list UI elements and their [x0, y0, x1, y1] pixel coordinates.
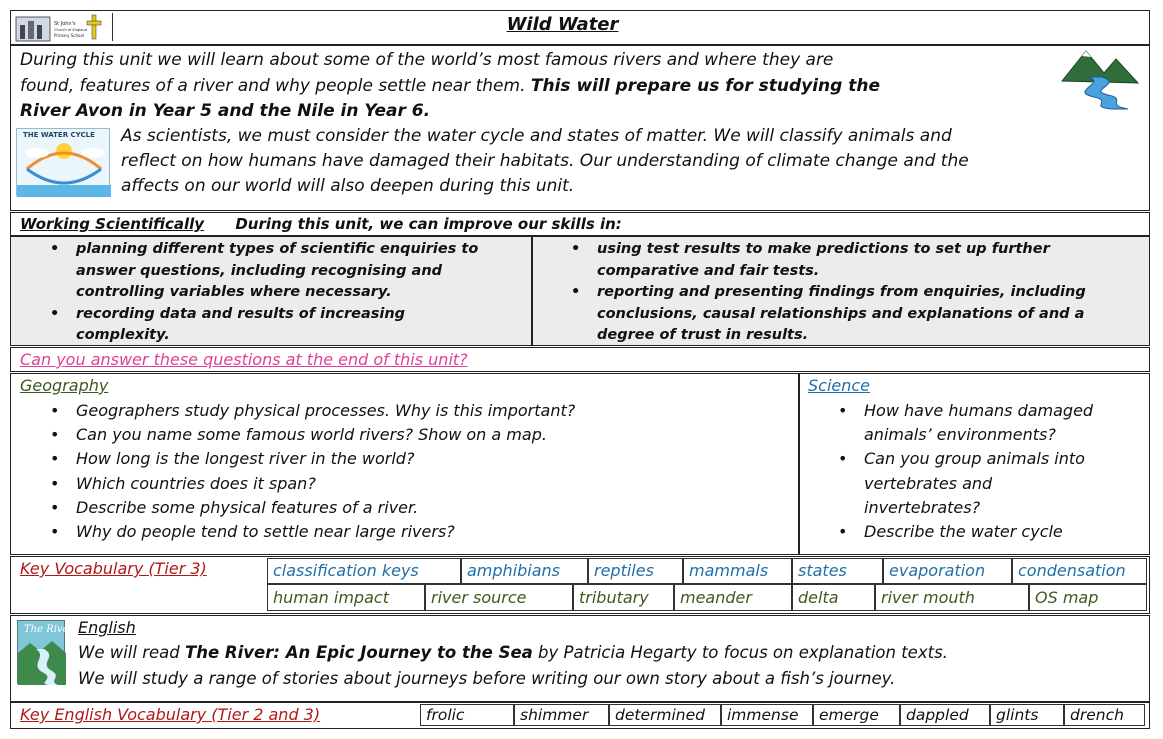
vocab-word: frolic — [420, 704, 514, 726]
science-intro-line-2: reflect on how humans have damaged their habitats. Our understanding of climate change and the — [121, 151, 969, 171]
intro-line-1: During this unit we will learn about some of the world’s most famous rivers and where they are — [20, 50, 834, 70]
svg-text:Primary School: Primary School — [54, 33, 85, 38]
vocab-word: classification keys — [267, 558, 461, 584]
vocab-word: immense — [721, 704, 813, 726]
vocab-word: dappled — [900, 704, 990, 726]
list-item: • reporting and presenting findings from enquiries, including conclusions, causal relationships and explanations of and a degree of trust in results. — [571, 284, 1086, 343]
science-list — [838, 399, 1094, 544]
vocab-word: reptiles — [588, 558, 683, 584]
vocab-word: shimmer — [514, 704, 609, 726]
vocab-word: meander — [674, 584, 792, 611]
vocab-word: tributary — [573, 584, 674, 611]
intro-line-2: found, features of a river and why people settle near them. This will prepare us for studying the — [20, 76, 881, 96]
list-item: • How have humans damaged animals’ environments? — [838, 401, 1094, 445]
science-heading: Science — [808, 376, 871, 395]
vocab-word: river mouth — [875, 584, 1029, 611]
ws-right-list — [571, 239, 1086, 347]
vocab-word: delta — [792, 584, 875, 611]
list-item: • Can you group animals into vertebrates and invertebrates? — [838, 449, 1085, 517]
key-english-vocab-heading: Key English Vocabulary (Tier 2 and 3) — [20, 705, 321, 724]
vocab-word: mammals — [683, 558, 792, 584]
water-cycle-icon — [17, 139, 111, 197]
list-item: • Describe some physical features of a river. — [50, 497, 419, 517]
list-item: • Describe the water cycle — [838, 522, 1063, 542]
science-intro-line-1: As scientists, we must consider the water cycle and states of matter. We will classify animals and — [121, 126, 952, 146]
english-line-1: We will read The River: An Epic Journey to the Sea by Patricia Hegarty to focus on explanation texts. — [78, 643, 948, 662]
vocab-word: human impact — [267, 584, 425, 611]
list-item: • Can you name some famous world rivers? Show on a map. — [50, 425, 547, 445]
list-item: • planning different types of scientific enquiries to answer questions, including recognising and controlling variables where necessary. — [50, 241, 479, 300]
list-item: • Geographers study physical processes. Why is this important? — [50, 401, 576, 420]
science-intro-line-3: affects on our world will also deepen during this unit. — [121, 176, 575, 196]
english-heading: English — [78, 618, 136, 637]
book-cover-title: The River — [24, 624, 74, 635]
svg-text:Church of England: Church of England — [54, 28, 88, 32]
vocab-word: river source — [425, 584, 573, 611]
english-line-2: We will study a range of stories about journeys before writing our own story about a fish’s journey. — [78, 669, 896, 688]
geography-list — [50, 399, 576, 544]
svg-text:St John's: St John's — [54, 21, 76, 27]
list-item: • How long is the longest river in the world? — [50, 449, 415, 469]
vocab-word: OS map — [1029, 584, 1147, 611]
vocab-word: amphibians — [461, 558, 588, 584]
book-cover-image — [17, 620, 74, 684]
key-vocab-heading: Key Vocabulary (Tier 3) — [20, 559, 207, 578]
page-title: Wild Water — [506, 14, 619, 35]
vocab-word: condensation — [1012, 558, 1147, 584]
vocab-word: emerge — [813, 704, 900, 726]
water-cycle-image — [16, 128, 110, 196]
vocab-word: states — [792, 558, 883, 584]
river-mountain-icon — [1058, 47, 1140, 111]
water-cycle-label: THE WATER CYCLE — [23, 131, 95, 139]
list-item: • Which countries does it span? — [50, 473, 316, 493]
book-cover-river-icon — [18, 639, 66, 685]
questions-heading: Can you answer these questions at the end of this unit? — [20, 350, 468, 369]
vocab-word: drench — [1064, 704, 1145, 726]
vocab-word: evaporation — [883, 558, 1012, 584]
list-item: • using test results to make predictions to set up further comparative and fair tests. — [571, 241, 1050, 279]
vocab-word: determined — [609, 704, 721, 726]
list-item: • recording data and results of increasing complexity. — [50, 305, 406, 343]
vocab-word: glints — [990, 704, 1064, 726]
ws-left-list — [50, 239, 479, 347]
geography-heading: Geography — [20, 376, 109, 395]
intro-line-3: River Avon in Year 5 and the Nile in Year 6. — [20, 101, 431, 121]
ws-heading: Working Scientifically During this unit, we can improve our skills in: — [20, 215, 622, 233]
list-item: • Why do people tend to settle near large rivers? — [50, 522, 455, 542]
